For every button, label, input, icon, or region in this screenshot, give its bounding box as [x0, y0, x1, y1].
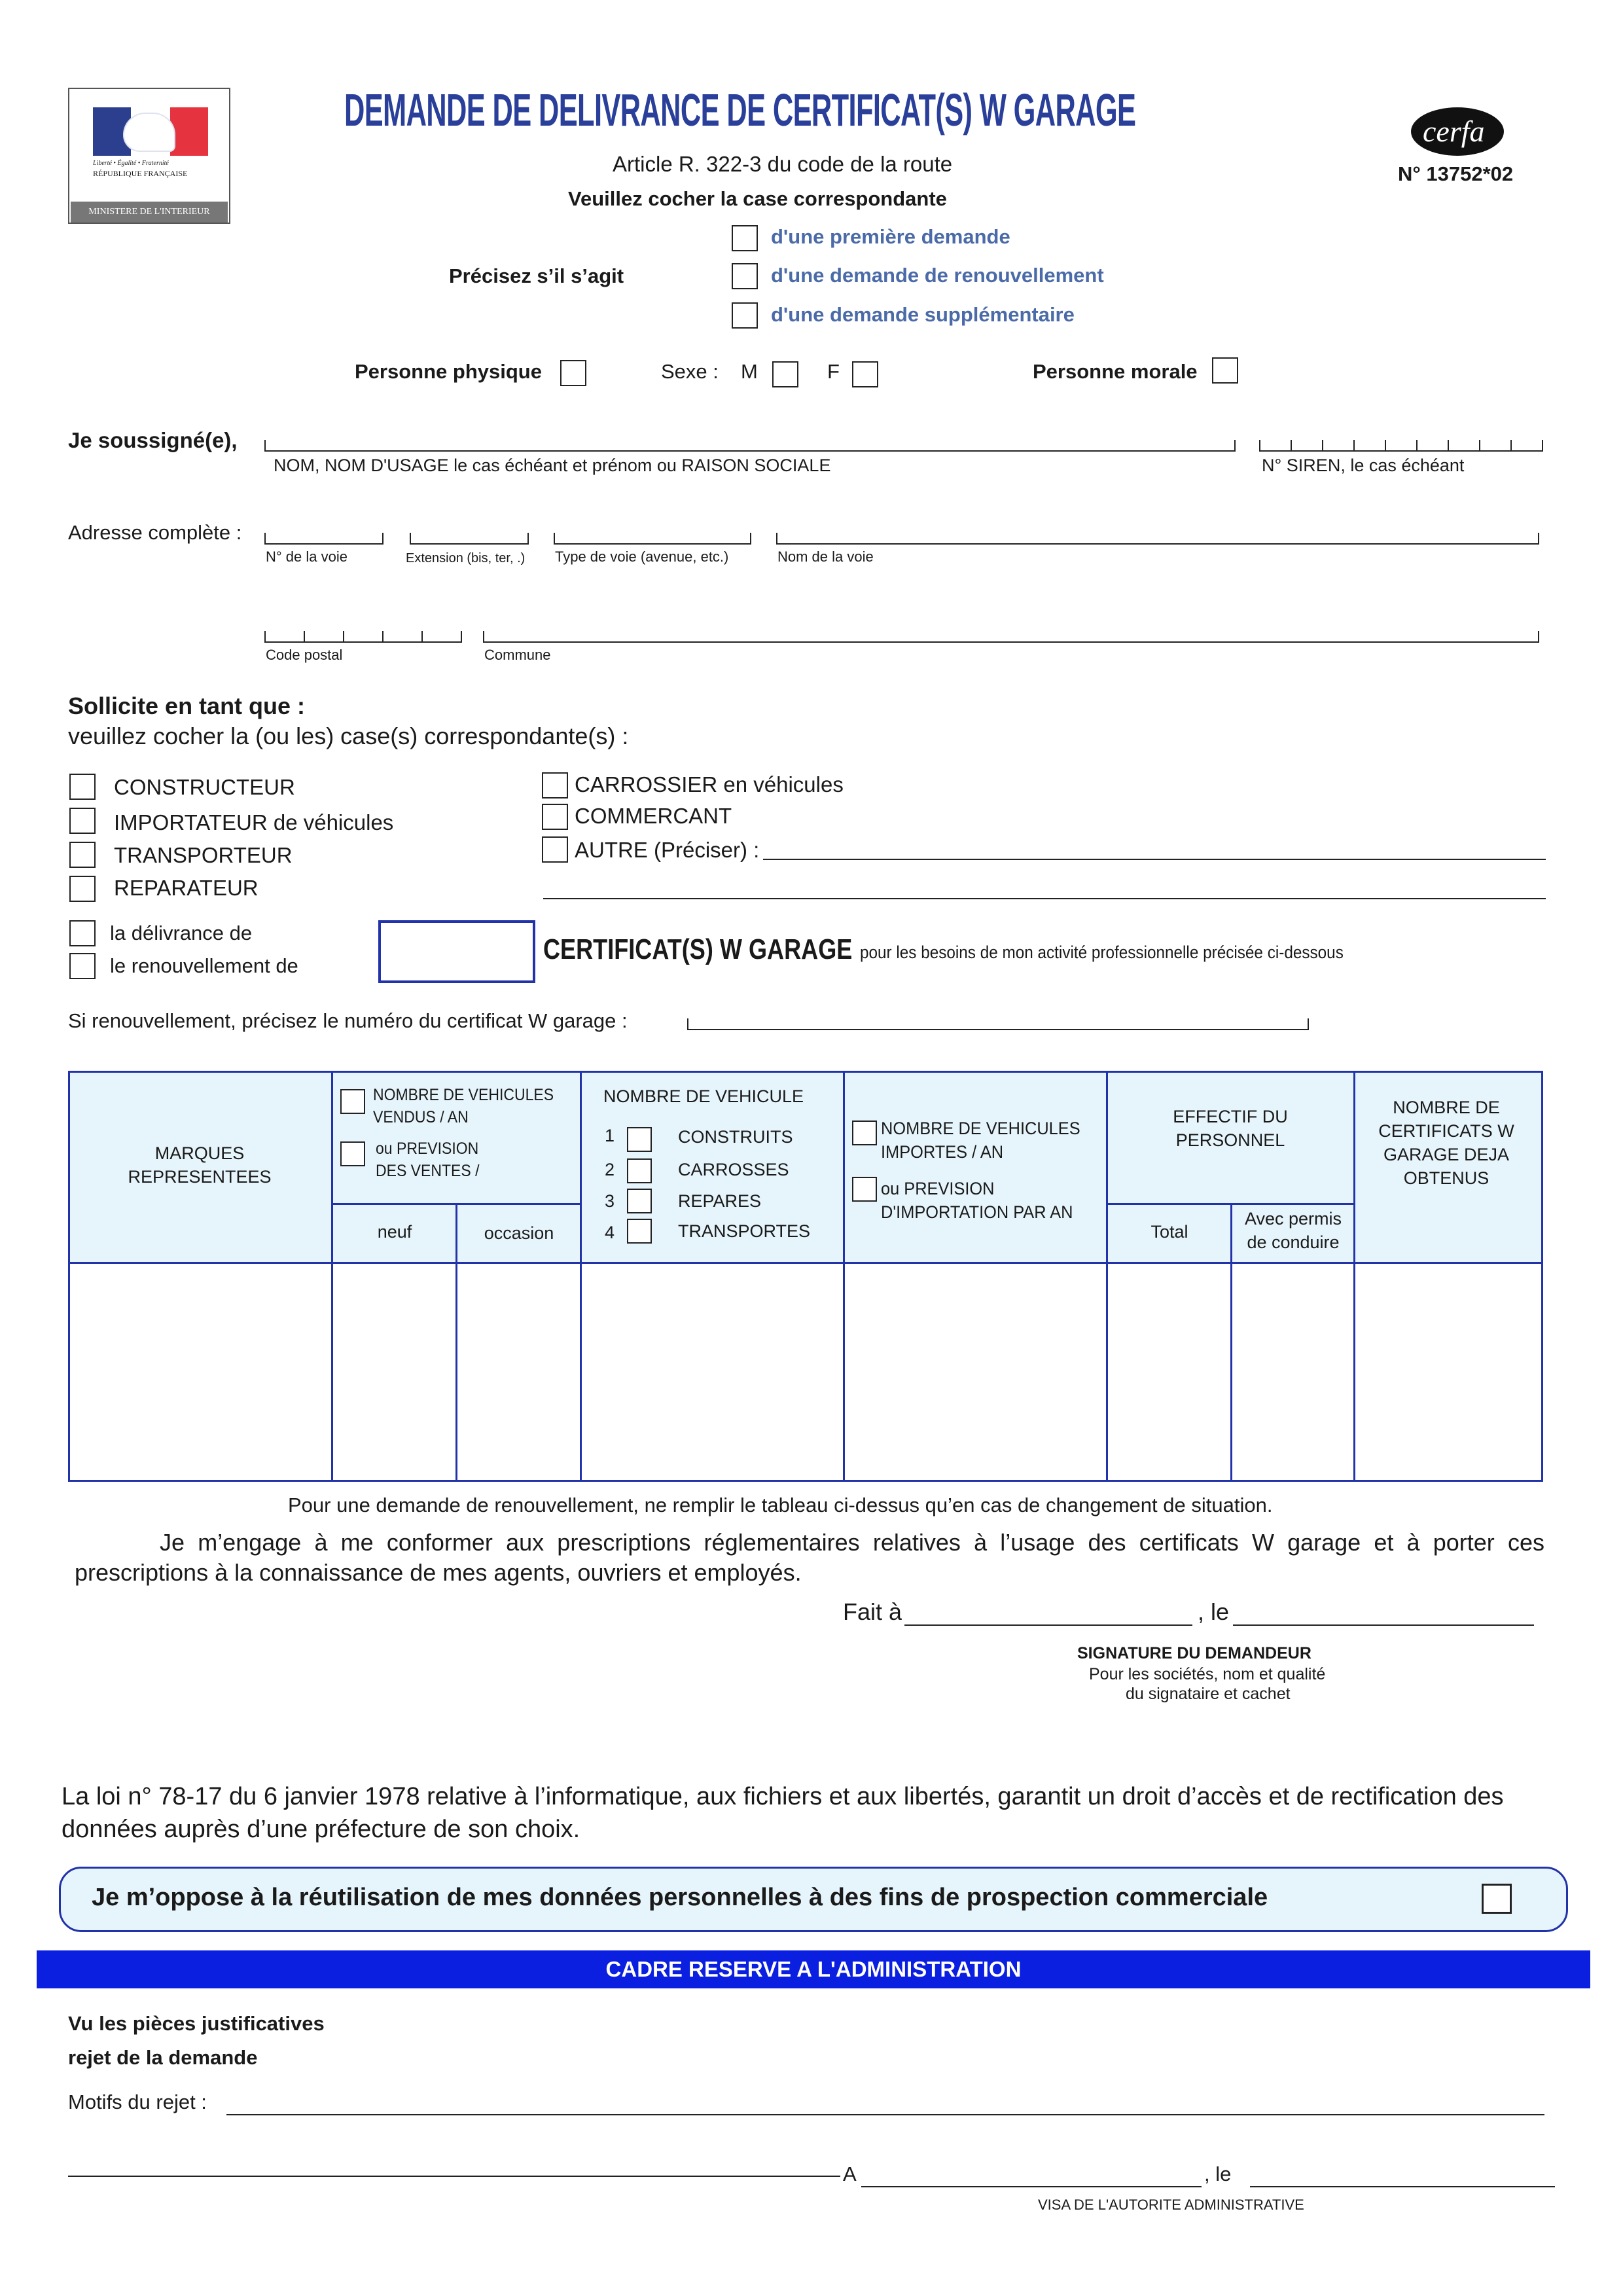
additional-request-label: d'une demande supplémentaire: [771, 303, 1075, 326]
signature-label: SIGNATURE DU DEMANDEUR: [1077, 1644, 1311, 1662]
imported-per-year-label: NOMBRE DE VEHICULES IMPORTES / AN: [881, 1119, 1080, 1162]
vehicle-row-1-num: 1: [605, 1126, 615, 1145]
brands-header: MARQUES REPRESENTEES: [128, 1143, 272, 1187]
new-cell[interactable]: [334, 1265, 454, 1479]
dealer-label: COMMERCANT: [575, 804, 732, 828]
admin-date-label: , le: [1204, 2162, 1232, 2185]
admin-place-input[interactable]: [861, 2165, 1202, 2187]
table-note: Pour une demande de renouvellement, ne remplir le tableau ci-dessus qu’en cas de changement de situation.: [288, 1494, 1273, 1516]
imported-per-year-checkbox[interactable]: [852, 1121, 877, 1145]
certificate-purpose: pour les besoins de mon activité professionnelle précisée ci-dessous: [860, 942, 1344, 962]
opt-out-label: Je m’oppose à la réutilisation de mes données personnelles à des fins de prospection commerciale: [92, 1884, 1268, 1911]
repairer-checkbox[interactable]: [69, 876, 96, 902]
sex-label: Sexe :: [661, 360, 719, 383]
new-header: neuf: [377, 1222, 412, 1242]
staff-total-header: Total: [1150, 1222, 1188, 1242]
physical-person-checkbox[interactable]: [560, 360, 586, 386]
dealer-checkbox[interactable]: [542, 804, 568, 830]
sales-forecast-checkbox[interactable]: [340, 1141, 365, 1166]
rejection-reasons-label: Motifs du rejet :: [68, 2090, 207, 2113]
bodybuilder-label: CARROSSIER en véhicules: [575, 772, 844, 797]
other-checkbox[interactable]: [542, 836, 568, 863]
signature-area[interactable]: [1021, 1708, 1531, 1767]
cerfa-logo: cerfa: [1411, 107, 1504, 156]
street-number-input[interactable]: [264, 528, 383, 545]
undersigned-label: Je soussigné(e),: [68, 428, 238, 452]
delivery-label: la délivrance de: [110, 922, 253, 944]
siren-input[interactable]: [1259, 435, 1543, 452]
delivery-checkbox[interactable]: [69, 920, 96, 946]
page-title: DEMANDE DE DELIVRANCE DE CERTIFICAT(S) W GARAGE: [344, 84, 1136, 135]
admin-date-input[interactable]: [1250, 2165, 1555, 2187]
sold-per-year-label: NOMBRE DE VEHICULES VENDUS / AN: [373, 1086, 554, 1126]
male-label: M: [741, 360, 758, 383]
extension-input[interactable]: [410, 528, 529, 545]
male-checkbox[interactable]: [772, 361, 798, 387]
law-text-line-2: données auprès d’une préfecture de son choix.: [62, 1816, 580, 1843]
rejection-reasons-input[interactable]: [226, 2093, 1544, 2115]
made-at-input[interactable]: [904, 1601, 1192, 1626]
check-instruction: Veuillez cocher la case correspondante: [568, 187, 947, 210]
marianne-profile-icon: [123, 113, 175, 152]
moral-person-label: Personne morale: [1033, 360, 1198, 383]
bodied-checkbox[interactable]: [627, 1158, 652, 1183]
street-name-input[interactable]: [776, 528, 1539, 545]
law-text-line-1: La loi n° 78-17 du 6 janvier 1978 relative à l’informatique, aux fichiers et aux libertés, garantit un droit d’accès et de rectification des: [62, 1783, 1504, 1810]
solicit-title: Sollicite en tant que :: [68, 692, 306, 719]
repaired-label: REPARES: [678, 1191, 762, 1211]
manufacturer-checkbox[interactable]: [69, 774, 96, 800]
other-specify-input[interactable]: [763, 840, 1546, 860]
vehicle-row-3-num: 3: [605, 1191, 615, 1211]
documents-label: Vu les pièces justificatives: [68, 2012, 325, 2035]
solicit-subtitle: veuillez cocher la (ou les) case(s) correspondante(s) :: [68, 723, 629, 749]
admin-banner: CADRE RESERVE A L'ADMINISTRATION: [37, 1950, 1590, 1988]
brands-cell[interactable]: [71, 1265, 330, 1479]
postal-code-caption: Code postal: [266, 647, 343, 663]
city-caption: Commune: [484, 647, 551, 663]
staff-license-cell[interactable]: [1233, 1265, 1352, 1479]
used-header: occasion: [484, 1223, 554, 1243]
built-checkbox[interactable]: [627, 1127, 652, 1152]
additional-request-checkbox[interactable]: [732, 302, 758, 329]
request-type-label: Précisez s’il s’agit: [449, 264, 624, 287]
vehicle-row-2-num: 2: [605, 1160, 615, 1179]
importer-checkbox[interactable]: [69, 808, 96, 834]
siren-caption: N° SIREN, le cas échéant: [1262, 456, 1465, 475]
postal-code-input[interactable]: [264, 626, 462, 643]
logo-motto: Liberté • Égalité • Fraternité: [93, 160, 169, 167]
address-label: Adresse complète :: [68, 521, 242, 544]
transported-label: TRANSPORTES: [678, 1221, 811, 1241]
article-reference: Article R. 322-3 du code de la route: [613, 152, 953, 176]
other-specify-input-line2[interactable]: [543, 880, 1546, 899]
signature-note-1: Pour les sociétés, nom et qualité: [1089, 1665, 1326, 1683]
transported-checkbox[interactable]: [627, 1219, 652, 1244]
logo-republic: RÉPUBLIQUE FRANÇAISE: [93, 169, 188, 178]
transporter-label: TRANSPORTEUR: [114, 843, 293, 867]
commitment-line-2: prescriptions à la connaissance de mes agents, ouvriers et employés.: [75, 1559, 802, 1586]
certificates-obtained-header: NOMBRE DE CERTIFICATS W GARAGE DEJA OBTENUS: [1378, 1098, 1514, 1188]
vehicle-count-header: NOMBRE DE VEHICULE: [603, 1086, 804, 1106]
certificates-obtained-cell[interactable]: [1356, 1265, 1541, 1479]
opt-out-checkbox[interactable]: [1482, 1884, 1512, 1914]
renewal-checkbox[interactable]: [69, 953, 96, 979]
sales-forecast-label: ou PREVISION DES VENTES /: [376, 1139, 480, 1180]
sold-per-year-checkbox[interactable]: [340, 1089, 365, 1114]
staff-total-cell[interactable]: [1109, 1265, 1229, 1479]
staff-license-header: Avec permis de conduire: [1244, 1209, 1342, 1252]
manufacturer-label: CONSTRUCTEUR: [114, 775, 295, 799]
renewal-request-checkbox[interactable]: [732, 263, 758, 289]
female-label: F: [827, 360, 840, 383]
bodybuilder-checkbox[interactable]: [542, 772, 568, 798]
import-forecast-checkbox[interactable]: [852, 1177, 877, 1202]
marianne-logo: [68, 88, 230, 224]
admin-visa-label: VISA DE L'AUTORITE ADMINISTRATIVE: [1038, 2197, 1304, 2213]
staff-header: EFFECTIF DU PERSONNEL: [1173, 1107, 1288, 1150]
female-checkbox[interactable]: [852, 361, 878, 387]
vehicle-row-4-num: 4: [605, 1223, 615, 1242]
certificate-count-input[interactable]: [378, 920, 535, 983]
first-request-checkbox[interactable]: [732, 225, 758, 251]
importer-label: IMPORTATEUR de véhicules: [114, 810, 394, 834]
city-input[interactable]: [483, 626, 1539, 643]
certificate-label: CERTIFICAT(S) W GARAGE: [543, 933, 853, 965]
moral-person-checkbox[interactable]: [1212, 357, 1238, 384]
signature-note-2: du signataire et cachet: [1126, 1685, 1291, 1703]
extension-caption: Extension (bis, ter, .): [406, 551, 526, 565]
built-label: CONSTRUITS: [678, 1127, 793, 1147]
repaired-checkbox[interactable]: [627, 1189, 652, 1213]
renewal-number-label: Si renouvellement, précisez le numéro du certificat W garage :: [68, 1009, 628, 1032]
renewal-number-input[interactable]: [687, 1013, 1309, 1030]
street-type-input[interactable]: [554, 528, 751, 545]
name-input[interactable]: [264, 435, 1236, 452]
name-caption: NOM, NOM D'USAGE le cas échéant et prénom ou RAISON SOCIALE: [274, 456, 831, 475]
cerfa-number: N° 13752*02: [1398, 162, 1514, 185]
made-at-label: Fait à: [843, 1598, 902, 1625]
first-request-label: d'une première demande: [771, 225, 1010, 248]
renewal-label: le renouvellement de: [110, 954, 298, 977]
import-forecast-label: ou PREVISION D'IMPORTATION PAR AN: [881, 1179, 1073, 1222]
renewal-request-label: d'une demande de renouvellement: [771, 264, 1104, 287]
street-type-caption: Type de voie (avenue, etc.): [555, 548, 729, 565]
street-name-caption: Nom de la voie: [777, 548, 874, 565]
date-label: , le: [1198, 1598, 1230, 1625]
imported-cell[interactable]: [846, 1265, 1105, 1479]
repairer-label: REPARATEUR: [114, 876, 259, 900]
physical-person-label: Personne physique: [355, 360, 542, 383]
bodied-label: CARROSSES: [678, 1160, 789, 1179]
used-cell[interactable]: [458, 1265, 579, 1479]
vehicle-count-cell[interactable]: [582, 1265, 842, 1479]
transporter-checkbox[interactable]: [69, 842, 96, 868]
date-input[interactable]: [1233, 1601, 1534, 1626]
other-label: AUTRE (Préciser) :: [575, 838, 760, 862]
logo-ministry: MINISTERE DE L'INTERIEUR: [71, 202, 228, 223]
admin-place-label: A: [843, 2162, 857, 2185]
commitment-line-1: Je m’engage à me conformer aux prescriptions réglementaires relatives à l’usage des certificats W garage et à porter ces: [160, 1529, 1544, 1556]
street-number-caption: N° de la voie: [266, 548, 348, 565]
rejection-label: rejet de la demande: [68, 2046, 258, 2069]
rejection-reasons-input-line2[interactable]: [68, 2155, 840, 2177]
